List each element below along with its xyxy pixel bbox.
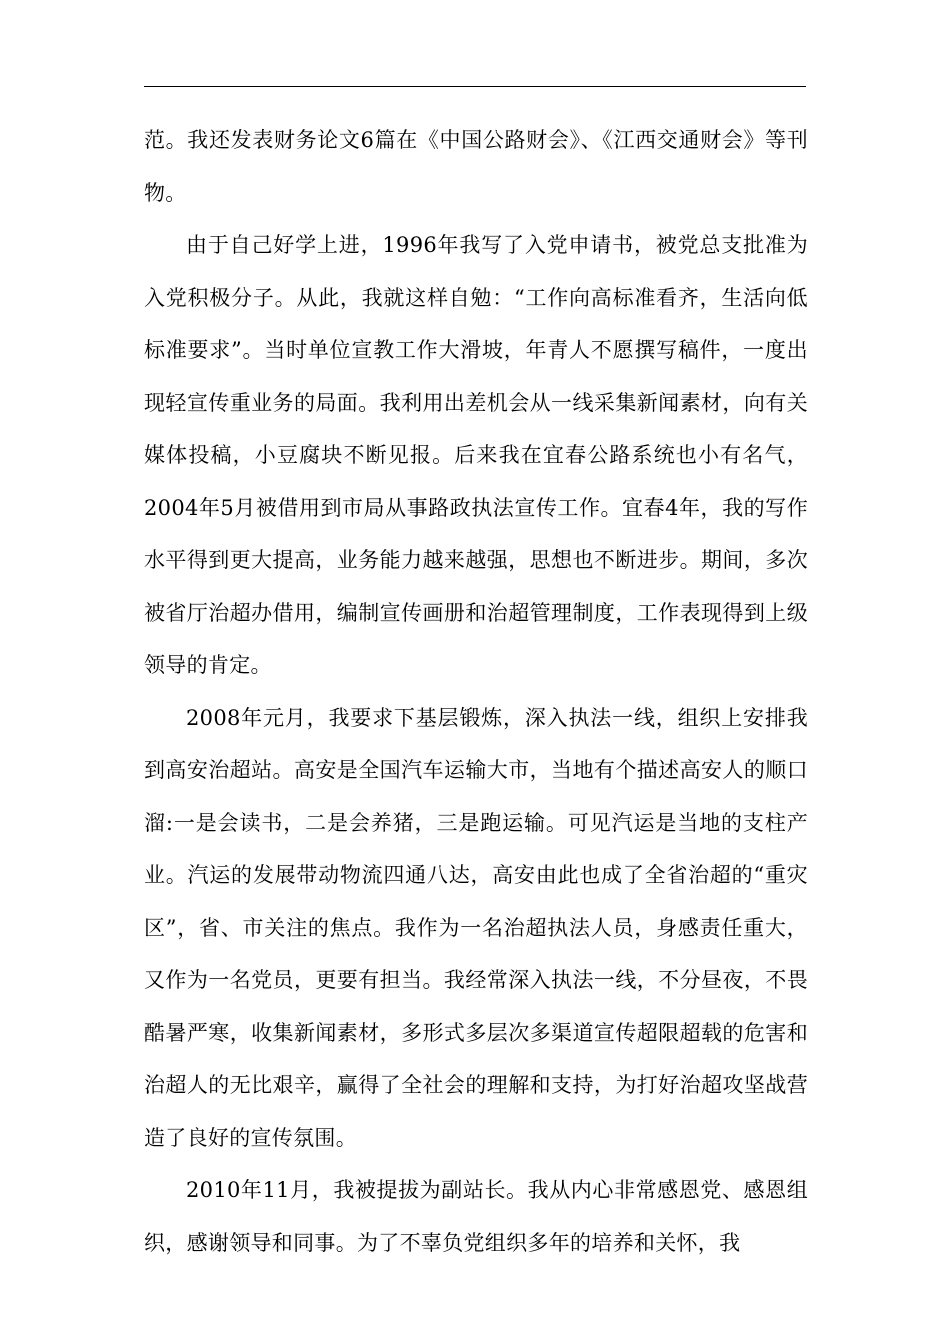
paragraph-4: 2010年11月，我被提拔为副站长。我从内心非常感恩党、感恩组织，感谢领导和同事。为了不辜负党组织多年的培养和关怀，我: [144, 1178, 808, 1255]
paragraph-3: 2008年元月，我要求下基层锻炼，深入执法一线，组织上安排我到高安治超站。高安是全国汽车运输大市，当地有个描述高安人的顺口溜:一是会读书，二是会养猪，三是跑运输。可见汽运是当地的支柱产业。汽运的发展带动物流四通八达，高安由此也成了全省治超的“重灾区”，省、市关注的焦点。我作为一名治超执法人员，身感责任重大，又作为一名党员，更要有担当。我经常深入执法一线，不分昼夜，不畏酷暑严寒，收集新闻素材，多形式多层次多渠道宣传超限超载的危害和治超人的无比艰辛，赢得了全社会的理解和支持，为打好治超攻坚战营造了良好的宣传氛围。: [144, 705, 808, 1150]
paragraph-2: 由于自己好学上进，1996年我写了入党申请书，被党总支批准为入党积极分子。从此，我就这样自勉：“工作向高标准看齐，生活向低标准要求”。当时单位宣教工作大滑坡，年青人不愿撰写稿件，一度出现轻宣传重业务的局面。我利用出差机会从一线采集新闻素材，向有关媒体投稿，小豆腐块不断见报。后来我在宜春公路系统也小有名气，2004年5月被借用到市局从事路政执法宣传工作。宜春4年，我的写作水平得到更大提高，业务能力越来越强，思想也不断进步。期间，多次被省厅治超办借用，编制宣传画册和治超管理制度，工作表现得到上级领导的肯定。: [144, 233, 808, 677]
header-rule: [144, 86, 806, 87]
document-body: [144, 114, 808, 1269]
paragraph-1: 范。我还发表财务论文6篇在《中国公路财会》、《江西交通财会》等刊物。: [144, 128, 808, 205]
